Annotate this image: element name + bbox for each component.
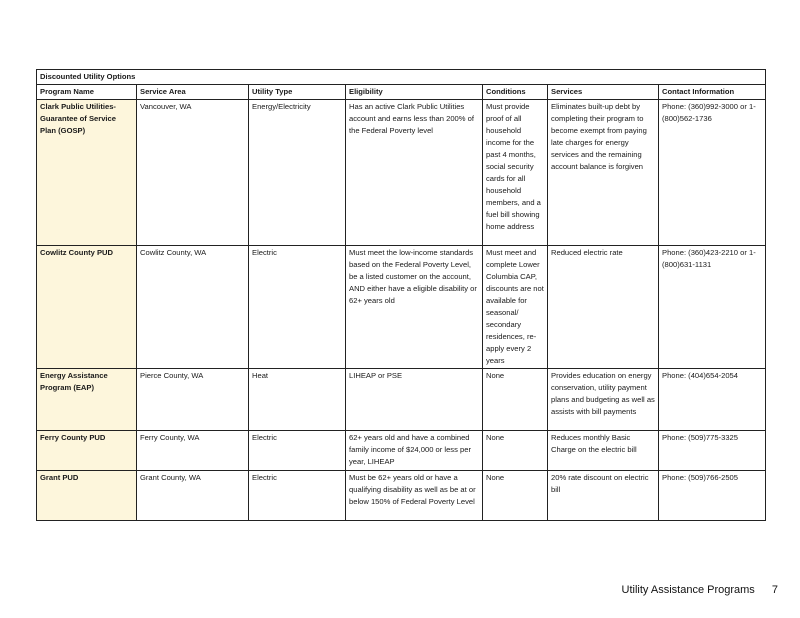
- service-area: Pierce County, WA: [137, 369, 249, 431]
- service-area: Ferry County, WA: [137, 431, 249, 471]
- page-number: 7: [771, 584, 778, 596]
- service-area: Cowlitz County, WA: [137, 246, 249, 369]
- program-name: Energy Assistance Program (EAP): [37, 369, 137, 431]
- utility-type: Electric: [249, 431, 346, 471]
- page-footer: [622, 584, 778, 596]
- conditions: None: [483, 431, 548, 471]
- eligibility: 62+ years old and have a combined family income of $24,000 or less per year, LIHEAP: [346, 431, 483, 471]
- contact-info: Phone: (360)423-2210 or 1-(800)631-1131: [659, 246, 766, 369]
- header-row: [37, 85, 766, 100]
- services: Provides education on energy conservation, utility payment plans and budgeting as well as assists with bill payments: [548, 369, 659, 431]
- table-row: [37, 100, 766, 246]
- contact-info: Phone: (404)654-2054: [659, 369, 766, 431]
- table-row: [37, 431, 766, 471]
- column-header-contact: Contact Information: [659, 85, 766, 100]
- conditions: Must meet and complete Lower Columbia CAP, discounts are not available for seasonal/ secondary residences, re-apply every 2 years: [483, 246, 548, 369]
- service-area: Grant County, WA: [137, 471, 249, 521]
- utility-type: Electric: [249, 471, 346, 521]
- services: Reduces monthly Basic Charge on the electric bill: [548, 431, 659, 471]
- eligibility: Must meet the low-income standards based on the Federal Poverty Level, be a listed customer on the account, AND either have a eligible disability or 62+ years old: [346, 246, 483, 369]
- eligibility: Has an active Clark Public Utilities account and earns less than 200% of the Federal Poverty level: [346, 100, 483, 246]
- services: 20% rate discount on electric bill: [548, 471, 659, 521]
- conditions: Must provide proof of all household income for the past 4 months, social security cards for all household members, and a fuel bill showing home address: [483, 100, 548, 246]
- table-row: [37, 369, 766, 431]
- services: Reduced electric rate: [548, 246, 659, 369]
- utility-type: Heat: [249, 369, 346, 431]
- table-title: Discounted Utility Options: [37, 70, 766, 85]
- program-name: Clark Public Utilities-Guarantee of Service Plan (GOSP): [37, 100, 137, 246]
- contact-info: Phone: (509)766-2505: [659, 471, 766, 521]
- service-area: Vancouver, WA: [137, 100, 249, 246]
- contact-info: Phone: (360)992-3000 or 1-(800)562-1736: [659, 100, 766, 246]
- conditions: None: [483, 369, 548, 431]
- column-header-conditions: Conditions: [483, 85, 548, 100]
- table-row: [37, 246, 766, 369]
- column-header-services: Services: [548, 85, 659, 100]
- utility-type: Electric: [249, 246, 346, 369]
- eligibility: Must be 62+ years old or have a qualifying disability as well as be at or below 150% of Federal Poverty Level: [346, 471, 483, 521]
- column-header-type: Utility Type: [249, 85, 346, 100]
- services: Eliminates built-up debt by completing their program to become exempt from paying late charges for energy services and the remaining account balance is forgiven: [548, 100, 659, 246]
- utility-options-table: [36, 69, 766, 521]
- column-header-program: Program Name: [37, 85, 137, 100]
- eligibility: LIHEAP or PSE: [346, 369, 483, 431]
- column-header-area: Service Area: [137, 85, 249, 100]
- program-name: Cowlitz County PUD: [37, 246, 137, 369]
- column-header-eligibility: Eligibility: [346, 85, 483, 100]
- utility-type: Energy/Electricity: [249, 100, 346, 246]
- table-row: [37, 471, 766, 521]
- program-name: Grant PUD: [37, 471, 137, 521]
- program-name: Ferry County PUD: [37, 431, 137, 471]
- footer-title: Utility Assistance Programs: [621, 584, 755, 596]
- contact-info: Phone: (509)775-3325: [659, 431, 766, 471]
- conditions: None: [483, 471, 548, 521]
